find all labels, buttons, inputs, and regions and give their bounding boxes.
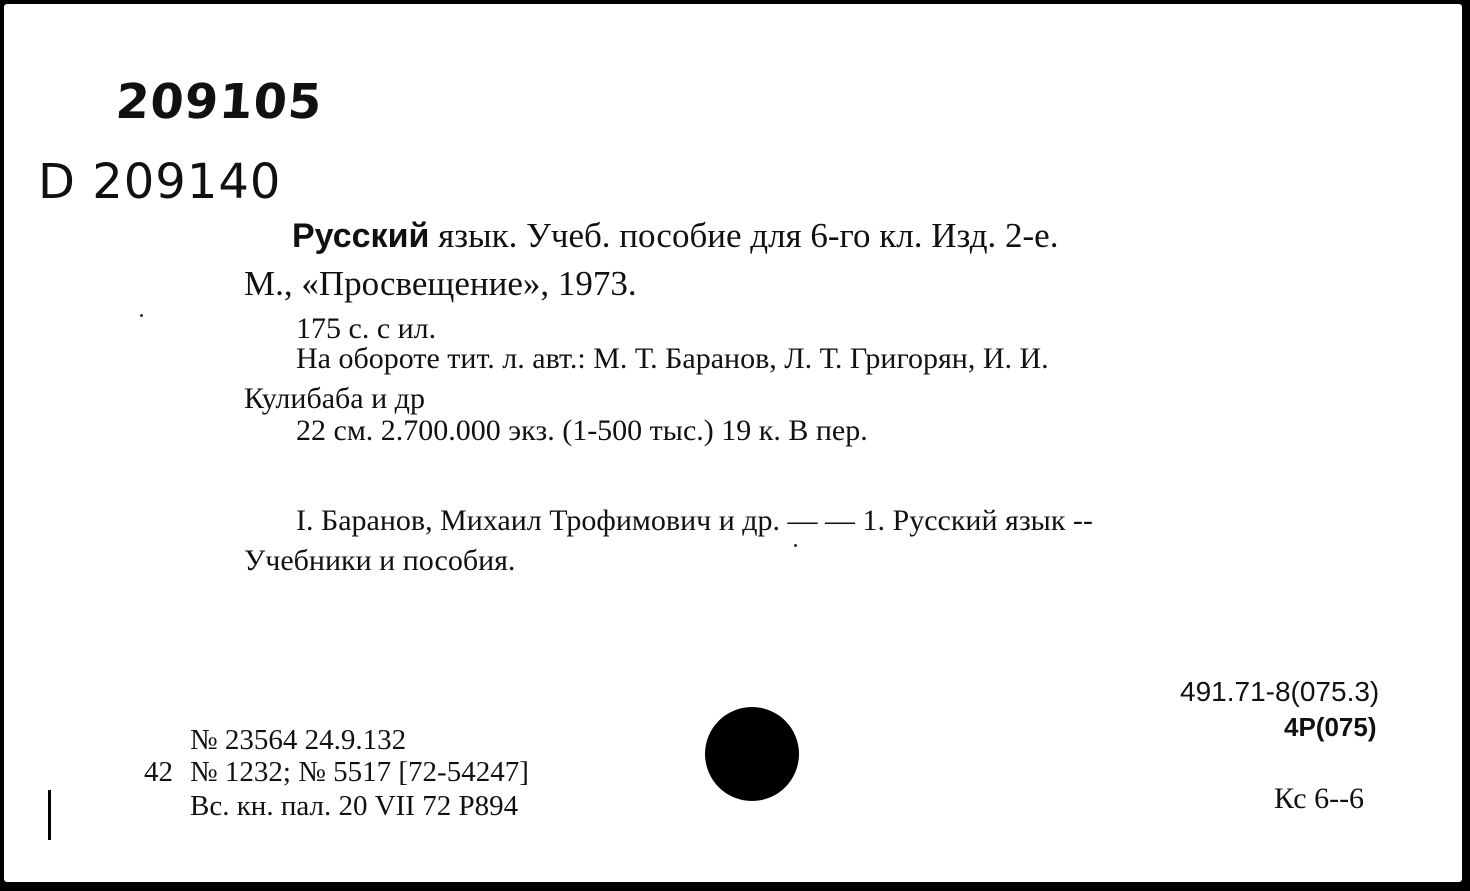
imprint-line: М., «Просвещение», 1973. xyxy=(244,264,637,303)
title-rest: язык. Учеб. пособие для 6-го кл. Изд. 2-е. xyxy=(438,216,1059,255)
handwritten-shelf-number: D 209140 xyxy=(38,154,282,210)
dust-speck xyxy=(794,544,797,547)
handwritten-accession-number: 209105 xyxy=(114,74,325,130)
classification-bbk: 4Р(075) xyxy=(1284,712,1377,742)
record-line-3: Вс. кн. пал. 20 VII 72 Р894 xyxy=(190,790,519,822)
pages-line: 175 с. с ил. xyxy=(296,312,437,345)
subjects-line-2: Учебники и пособия. xyxy=(244,544,516,577)
punch-hole xyxy=(705,707,799,801)
record-line-2: № 1232; № 5517 [72-54247] xyxy=(190,756,529,788)
price-code: Кс 6--6 xyxy=(1274,782,1365,815)
title-bold-word: Русский xyxy=(292,217,430,255)
note-line-1: На обороте тит. л. авт.: М. Т. Баранов, Л. Т. Григорян, И. И. xyxy=(296,342,1049,375)
title-line xyxy=(292,216,1058,256)
dust-speck xyxy=(140,314,143,317)
catalog-card xyxy=(4,4,1462,882)
series-prefix: 42 xyxy=(144,756,173,788)
note-line-2: Кулибаба и др xyxy=(244,382,425,415)
physical-description: 22 см. 2.700.000 экз. (1-500 тыс.) 19 к. В пер. xyxy=(296,414,868,447)
margin-mark xyxy=(48,790,51,840)
subjects-line-1: I. Баранов, Михаил Трофимович и др. — — 1. Русский язык -- xyxy=(296,504,1093,537)
record-number-line: № 23564 24.9.132 xyxy=(190,724,407,756)
classification-udc: 491.71-8(075.3) xyxy=(1180,676,1380,707)
